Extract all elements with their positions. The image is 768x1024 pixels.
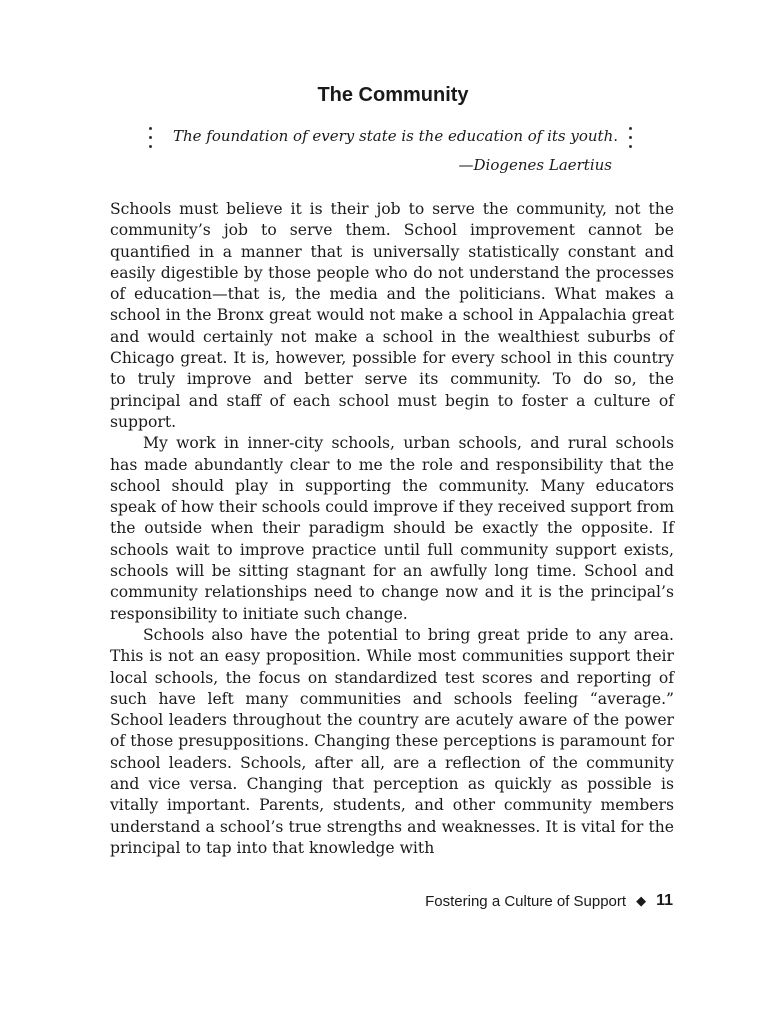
page-footer [425, 892, 673, 910]
section-title: The Community [317, 84, 469, 106]
paragraph-1: Schools must believe it is their job to serve the community, not the community’s job to serve them. School improvement cannot be quantified in a manner that is universally statistically constant and easily digestible by those people who do not understand the processes of education—that is, the media and the politicians. What makes a school in the Bronx great would not make a school in Appalachia great and would certainly not make a school in the wealthiest suburbs of Chicago great. It is, however, possible for every school in this country to truly improve and better serve its community. To do so, the principal and staff of each school must begin to foster a culture of support. [110, 200, 674, 431]
epigraph-attribution: —Diogenes Laertius [458, 156, 612, 174]
epigraph [140, 125, 640, 181]
diamond-separator-icon: ◆ [636, 893, 647, 908]
epigraph-quote: The foundation of every state is the education of its youth. [173, 127, 619, 145]
body-text [110, 199, 674, 859]
paragraph-3: Schools also have the potential to bring great pride to any area. This is not an easy proposition. While most communities support their local schools, the focus on standardized test scores and reporting of such have left many communities and schools feeling “average.” School leaders throughout the country are acutely aware of the power of those presuppositions. Changing these perceptions is paramount for school leaders. Schools, after all, are a reflection of the community and vice versa. Changing that perception as quickly as possible is vitally important. Parents, students, and other community members understand a school’s true strengths and weaknesses. It is vital for the principal to tap into that knowledge with [110, 625, 674, 857]
epigraph-right-ornament-icon [629, 127, 633, 151]
running-title: Fostering a Culture of Support [425, 892, 627, 910]
page-number: 11 [656, 892, 673, 909]
epigraph-left-ornament-icon [149, 127, 153, 151]
paragraph-2: My work in inner-city schools, urban schools, and rural schools has made abundantly clear to me the role and responsibility that the school should play in supporting the community. Many educators speak of how their schools could improve if they received support from the outside when their paradigm should be exactly the opposite. If schools wait to improve practice until full community support exists, schools will be sitting stagnant for an awfully long time. School and community relationships need to change now and it is the principal’s responsibility to initiate such change. [110, 434, 674, 623]
